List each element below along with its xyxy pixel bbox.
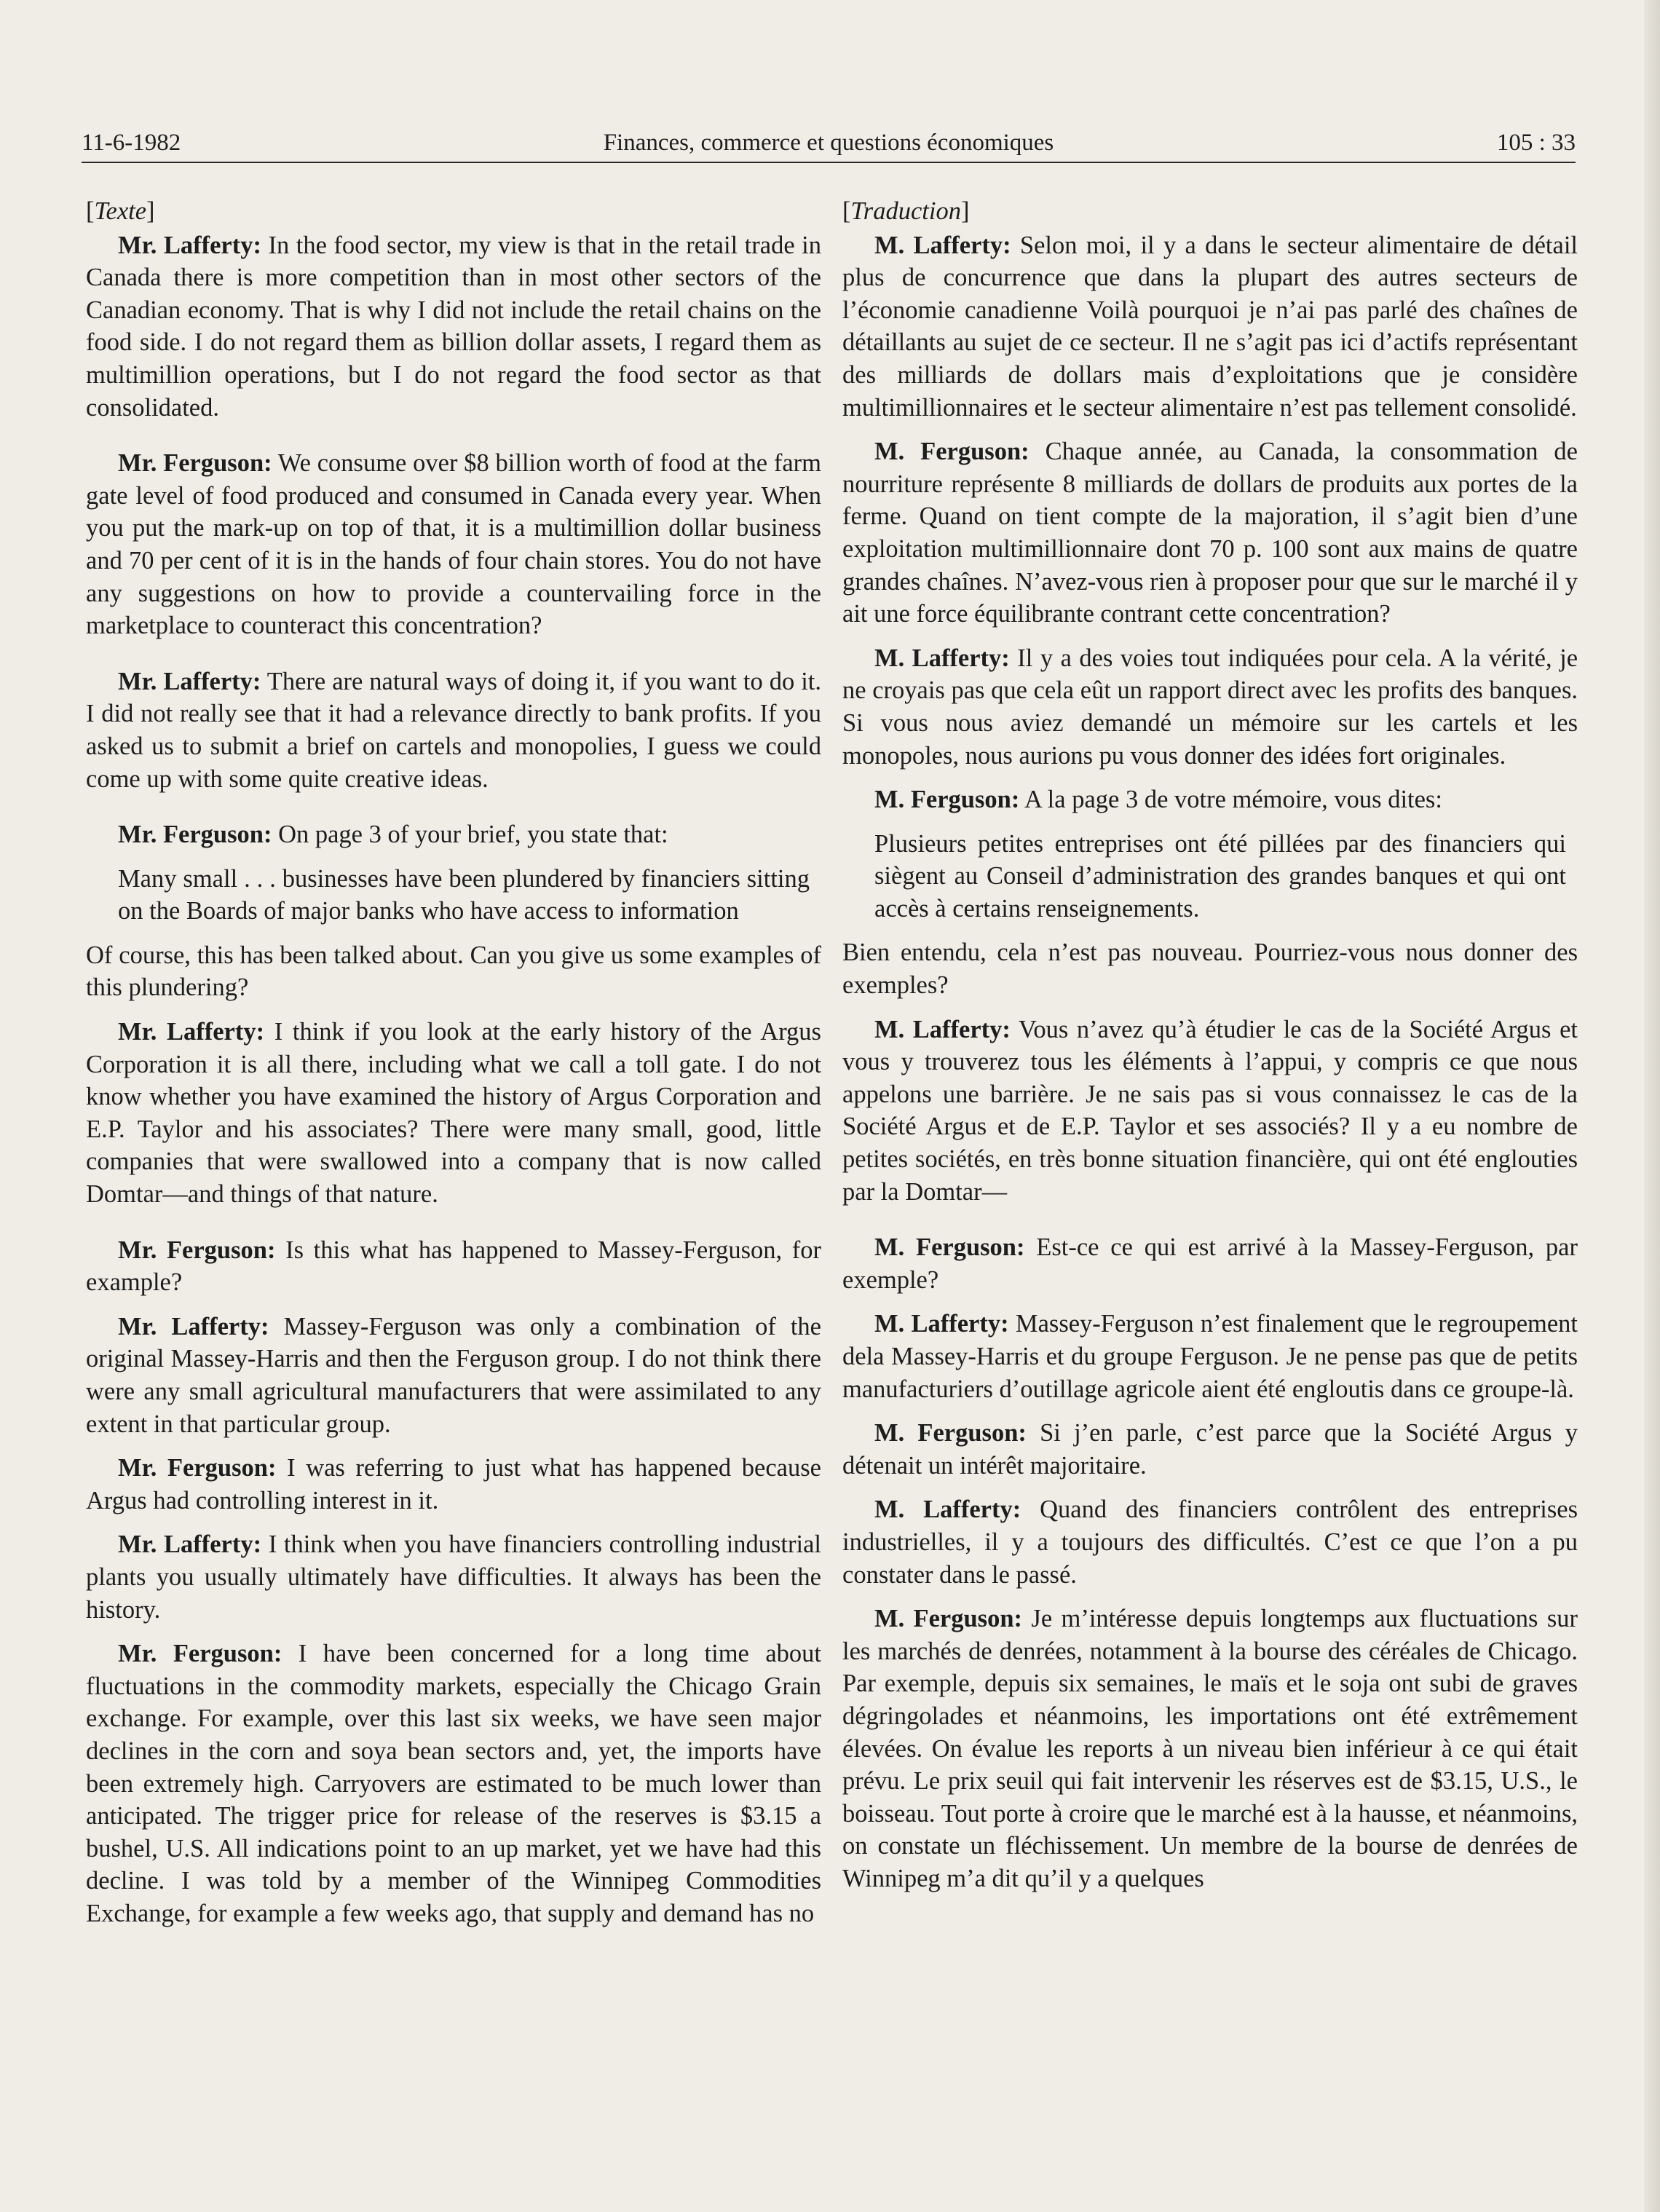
header-date: 11-6-1982 xyxy=(82,130,181,156)
header-title: Finances, commerce et questions économiques xyxy=(603,130,1054,156)
header-rule xyxy=(82,162,1576,163)
page-edge xyxy=(1644,0,1660,2212)
paragraph xyxy=(86,1452,821,1517)
speaker-name: Mr. Ferguson: xyxy=(118,1640,282,1668)
speaker-name: M. Ferguson: xyxy=(874,1605,1023,1633)
paragraph xyxy=(842,1417,1578,1482)
speaker-name: M. Ferguson: xyxy=(874,1233,1025,1262)
paragraph xyxy=(842,1493,1578,1591)
paragraph-text: Il y a des voies tout indiquées pour cela. A la vérité, je ne croyais pas que cela eût un rapport direct avec les profits des banques. Si vous nous aviez demandé un mémoire sur les cartels et les monopoles, nous aurions pu vous donner des idées fort originales. xyxy=(842,644,1578,770)
speaker-name: M. Lafferty: xyxy=(874,1310,1009,1338)
paragraph-text: I think when you have financiers controlling industrial plants you usually ultimately have difficulties. It always has been the history. xyxy=(86,1530,821,1624)
speaker-name: Mr. Lafferty: xyxy=(118,1530,262,1559)
paragraph xyxy=(86,1234,821,1299)
speaker-name: M. Lafferty: xyxy=(874,1015,1011,1043)
page-header xyxy=(82,125,1576,160)
paragraph-text: We consume over $8 billion worth of food at the farm gate level of food produced and consumed in Canada every year. When you put the mark-up on top of that, it is a multimillion dollar business and 70 per cent of it is in the hands of four chain stores. You do not have any suggestions on how to provide a countervailing force in the marketplace to counteract this concentration? xyxy=(86,449,822,640)
paragraph-text: On page 3 of your brief, you state that: xyxy=(272,821,668,849)
paragraph xyxy=(842,1603,1578,1895)
paragraph-text: I was referring to just what has happened because Argus had controlling interest in it. xyxy=(86,1454,821,1514)
paragraph xyxy=(86,229,821,424)
paragraph-text: Massey-Ferguson n’est finalement que le regroupement dela Massey-Harris et du groupe Ferguson. Je ne pense pas que de petits manufacturiers d’outillage agricole aient été engloutis dans ce groupe-là. xyxy=(842,1310,1578,1403)
paragraph xyxy=(842,1308,1578,1405)
paragraph xyxy=(842,435,1578,631)
paragraph-text: Vous n’avez qu’à étudier le cas de la Société Argus et vous y trouverez tous les éléments à l’appui, y compris ce que nous appelons une barrière. Je ne sais pas si vous connaissez le cas de la Société Argus et de E.P. Taylor et ses associés? Il y a eu nombre de petites sociétés, en très bonne situation financière, qui ont été englouties par la Domtar— xyxy=(842,1015,1578,1206)
paragraph xyxy=(86,1016,821,1211)
paragraph-text: There are natural ways of doing it, if you want to do it. I did not really see that it had a relevance directly to bank profits. If you asked us to submit a brief on cartels and monopolies, I guess we could come up with some quite creative ideas. xyxy=(86,667,821,793)
speaker-name: M. Ferguson: xyxy=(874,438,1029,466)
paragraph-text: Je m’intéresse depuis longtemps aux fluctuations sur les marchés de denrées, notamment à la bourse des céréales de Chicago. Par exemple, depuis six semaines, le maïs et le soja ont subi de graves dégringolades et néanmoins, les importations ont été extrêmement élevées. On évalue les reports à un niveau bien inférieur à ce qui était prévu. Le prix seuil qui fait intervenir les réserves est de $3.15, U.S., le boisseau. Tout porte à croire que le marché est à la hausse, et néanmoins, on constate un fléchissement. Un membre de la bourse de denrées de Winnipeg m’a dit qu’il y a quelques xyxy=(842,1605,1578,1892)
paragraph: Of course, this has been talked about. Can you give us some examples of this plundering? xyxy=(86,941,821,1002)
paragraph-text: Quand des financiers contrôlent des entreprises industrielles, il y a toujours des difficultés. C’est ce que l’on a pu constater dans le passé. xyxy=(842,1496,1578,1589)
paragraph xyxy=(842,1231,1578,1296)
paragraph-text: Is this what has happened to Massey-Ferguson, for example? xyxy=(86,1236,821,1297)
speaker-name: M. Lafferty: xyxy=(874,1496,1021,1524)
speaker-name: M. Ferguson: xyxy=(874,786,1020,814)
paragraph-text: In the food sector, my view is that in the retail trade in Canada there is more competition than in most other sectors of the Canadian economy. That is why I did not include the retail chains on the food side. I do not regard them as billion dollar assets, I regard them as multimillion operations, but I do not regard the food sector as that consolidated. xyxy=(86,231,821,422)
paragraph-text: Si j’en parle, c’est parce que la Société Argus y détenait un intérêt majoritaire. xyxy=(842,1419,1578,1480)
paragraph xyxy=(842,1014,1578,1209)
paragraph xyxy=(86,447,821,642)
left-column xyxy=(86,195,821,1942)
right-column-label: [Traduction] xyxy=(842,197,970,225)
right-column xyxy=(842,195,1578,1907)
paragraph-text: Massey-Ferguson was only a combination of the original Massey-Harris and then the Ferguson group. I do not think there were any small agricultural manufacturers that were assimilated to any extent in that particular group. xyxy=(86,1312,821,1438)
paragraph xyxy=(86,1638,821,1929)
left-column-label: [Texte] xyxy=(86,197,155,225)
block-quote: Many small . . . businesses have been plundered by financiers sitting on the Boards of major banks who have access to information xyxy=(118,864,810,925)
paragraph-text: I have been concerned for a long time about fluctuations in the commodity markets, especially the Chicago Grain exchange. For example, over this last six weeks, we have seen major declines in the corn and soya bean sectors and, yet, the imports have been extremely high. Carryovers are estimated to be much lower than anticipated. The trigger price for release of the reserves is $3.15 a bushel, U.S. All indications point to an up market, yet we have had this decline. I was told by a member of the Winnipeg Commodities Exchange, for example a few weeks ago, that supply and demand has no xyxy=(86,1640,821,1927)
speaker-name: M. Lafferty: xyxy=(874,644,1010,672)
paragraph xyxy=(86,1311,821,1440)
paragraph xyxy=(86,818,821,851)
paragraph-text: Est-ce ce qui est arrivé à la Massey-Ferguson, par exemple? xyxy=(842,1233,1578,1294)
speaker-name: M. Lafferty: xyxy=(874,231,1011,259)
speaker-name: Mr. Lafferty: xyxy=(118,1018,265,1046)
paragraph-text: A la page 3 de votre mémoire, vous dites: xyxy=(1019,786,1442,814)
speaker-name: Mr. Ferguson: xyxy=(118,449,272,478)
header-page-number: 105 : 33 xyxy=(1496,130,1576,156)
paragraph-text: Selon moi, il y a dans le secteur alimentaire de détail plus de concurrence que dans la plupart des autres secteurs de l’économie canadienne Voilà pourquoi je n’ai pas parlé des chaînes de détaillants au sujet de ce secteur. Il ne s’agit pas ici d’actifs représentant des milliards de dollars mais d’exploitations que je considère multimillionnaires et le secteur alimentaire n’est pas tellement consolidé. xyxy=(842,231,1578,422)
speaker-name: Mr. Ferguson: xyxy=(118,1454,277,1482)
block-quote: Plusieurs petites entreprises ont été pillées par des financiers qui siègent au Conseil d’administration des grandes banques et qui ont accès à certains renseignements. xyxy=(874,829,1566,923)
paragraph xyxy=(842,642,1578,772)
paragraph-text: Chaque année, au Canada, la consommation de nourriture représente 8 milliards de dollars de produits aux portes de la ferme. Quand on tient compte de la majoration, il s’agit bien d’une exploitation multimillionnaire dont 70 p. 100 sont aux mains de quatre grandes chaînes. N’avez-vous rien à proposer pour que sur le marché il y ait une force équilibrante contrant cette concentration? xyxy=(842,438,1578,628)
paragraph xyxy=(842,783,1578,816)
paragraph xyxy=(86,665,821,795)
paragraph: Bien entendu, cela n’est pas nouveau. Pourriez-vous nous donner des exemples? xyxy=(842,939,1578,1000)
paragraph xyxy=(842,229,1578,424)
speaker-name: Mr. Ferguson: xyxy=(118,821,272,849)
speaker-name: M. Ferguson: xyxy=(874,1419,1027,1447)
speaker-name: Mr. Lafferty: xyxy=(118,667,261,695)
paragraph-text: I think if you look at the early history of the Argus Corporation it is all there, including what we call a toll gate. I do not know whether you have examined the history of Argus Corporation and E.P. Taylor and his associates? There were many small, good, little companies that were swallowed into a company that is now called Domtar—and things of that nature. xyxy=(86,1018,821,1209)
speaker-name: Mr. Lafferty: xyxy=(118,1312,269,1340)
paragraph xyxy=(86,1528,821,1626)
speaker-name: Mr. Lafferty: xyxy=(118,231,261,259)
speaker-name: Mr. Ferguson: xyxy=(118,1236,276,1264)
